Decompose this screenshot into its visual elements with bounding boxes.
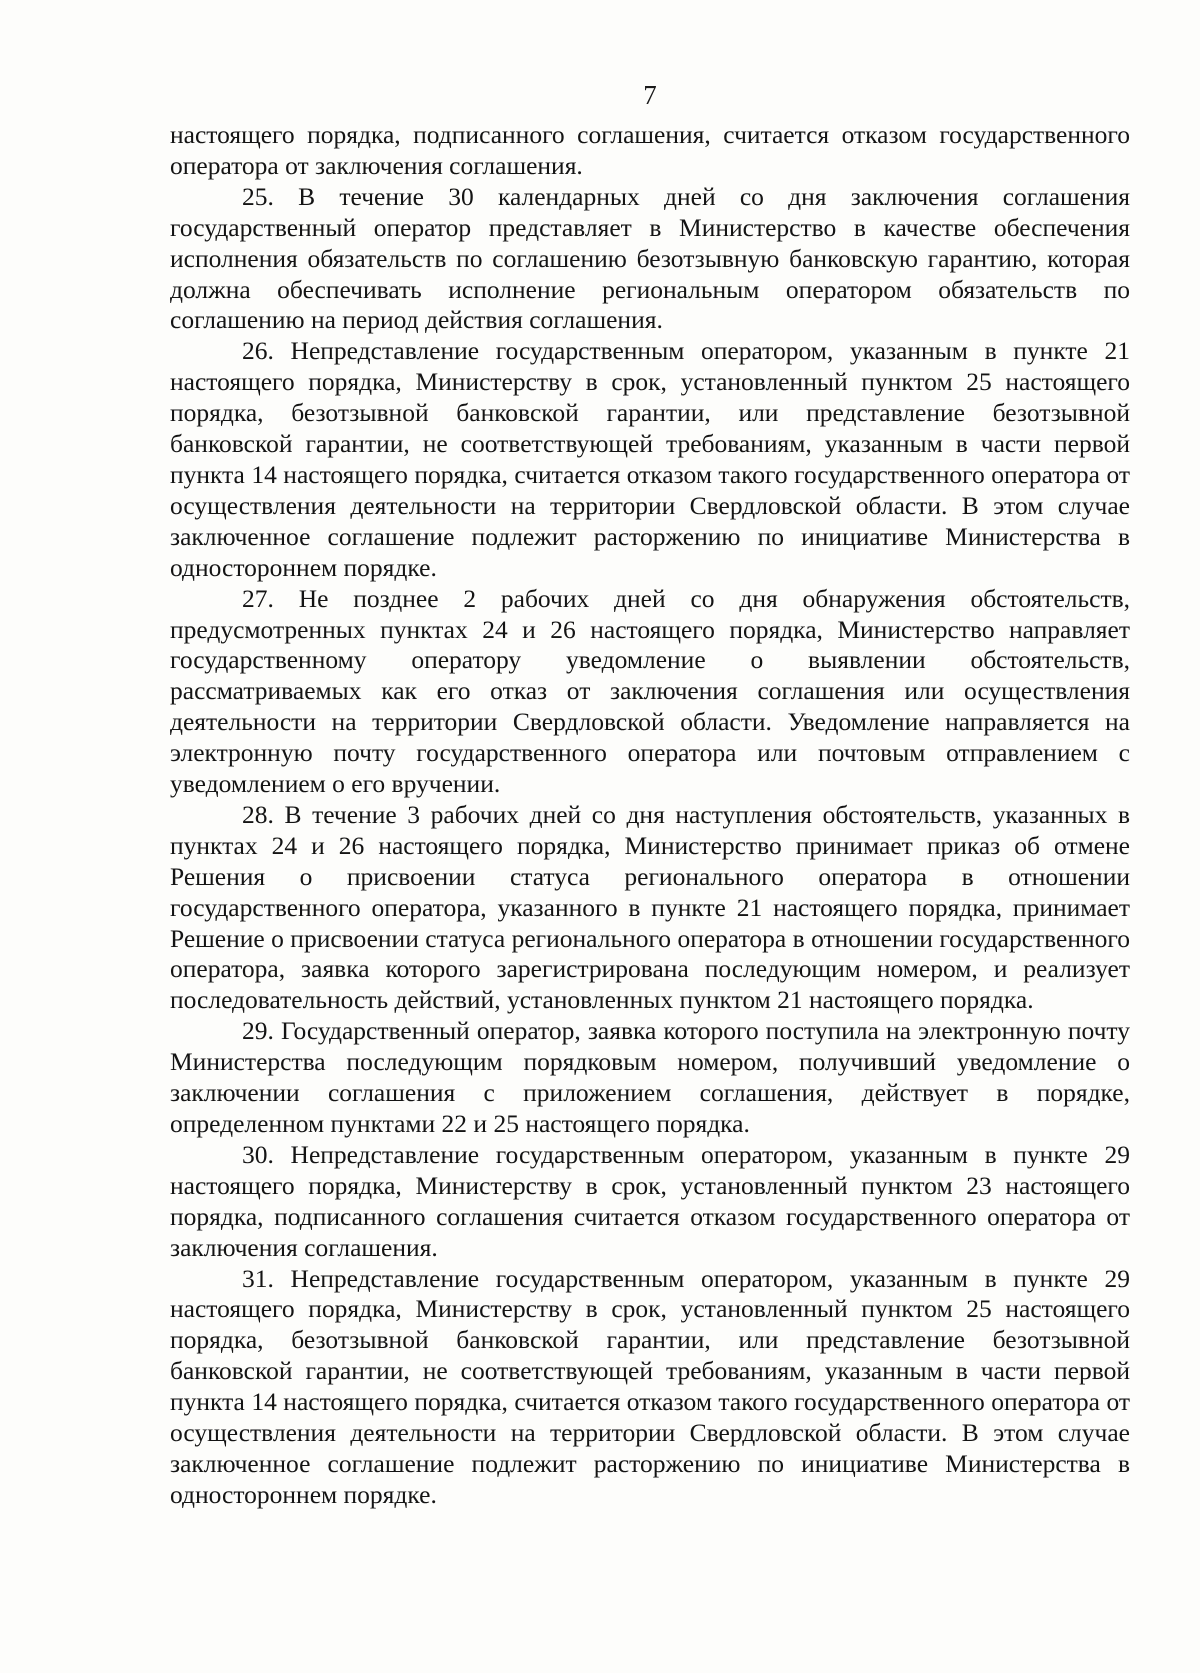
paragraph-27: 27. Не позднее 2 рабочих дней со дня обнаружения обстоятельств, предусмотренных пунктах 24 и 26 настоящего порядка, Министерство направляет государственному оператору уведомление о выявлении обстоятельств, рассматриваемых как его отказ от заключения соглашения или осуществления деятельности на территории Свердловской области. Уведомление направляется на электронную почту государственного оператора или почтовым отправлением с уведомлением о его вручении. <box>170 583 1130 799</box>
paragraph-30: 30. Непредставление государственным оператором, указанным в пункте 29 настоящего порядка, Министерству в срок, установленный пунктом 23 настоящего порядка, подписанного соглашения считается отказом государственного оператора от заключения соглашения. <box>170 1139 1130 1262</box>
paragraph-26: 26. Непредставление государственным оператором, указанным в пункте 21 настоящего порядка, Министерству в срок, установленный пунктом 25 настоящего порядка, безотзывной банковской гарантии, или представление безотзывной банковской гарантии, не соответствующей требованиям, указанным в части первой пункта 14 настоящего порядка, считается отказом такого государственного оператора от осуществления деятельности на территории Свердловской области. В этом случае заключенное соглашение подлежит расторжению по инициативе Министерства в одностороннем порядке. <box>170 336 1130 582</box>
paragraph-28: 28. В течение 3 рабочих дней со дня наступления обстоятельств, указанных в пунктах 24 и 26 настоящего порядка, Министерство принимает приказ об отмене Решения о присвоении статуса регионального оператора в отношении государственного оператора, указанного в пункте 21 настоящего порядка, принимает Решение о присвоении статуса регионального оператора в отношении государственного оператора, заявка которого зарегистрирована последующим номером, и реализует последовательность действий, установленных пунктом 21 настоящего порядка. <box>170 799 1130 1015</box>
paragraph-25: 25. В течение 30 календарных дней со дня заключения соглашения государственный оператор представляет в Министерство в качестве обеспечения исполнения обязательств по соглашению безотзывную банковскую гарантию, которая должна обеспечивать исполнение региональным оператором обязательств по соглашению на период действия соглашения. <box>170 181 1130 335</box>
paragraph-continuation: настоящего порядка, подписанного соглашения, считается отказом государственного оператора от заключения соглашения. <box>170 120 1130 180</box>
paragraph-29: 29. Государственный оператор, заявка которого поступила на электронную почту Министерства последующим порядковым номером, получивший уведомление о заключении соглашения с приложением соглашения, действует в порядке, определенном пунктами 22 и 25 настоящего порядка. <box>170 1016 1130 1138</box>
paragraph-31: 31. Непредставление государственным оператором, указанным в пункте 29 настоящего порядка, Министерству в срок, установленный пунктом 25 настоящего порядка, безотзывной банковской гарантии, или представление безотзывной банковской гарантии, не соответствующей требованиям, указанным в части первой пункта 14 настоящего порядка, считается отказом такого государственного оператора от осуществления деятельности на территории Свердловской области. В этом случае заключенное соглашение подлежит расторжению по инициативе Министерства в одностороннем порядке. <box>170 1263 1130 1509</box>
page-number: 7 <box>643 80 657 110</box>
document-body <box>170 120 1130 1511</box>
